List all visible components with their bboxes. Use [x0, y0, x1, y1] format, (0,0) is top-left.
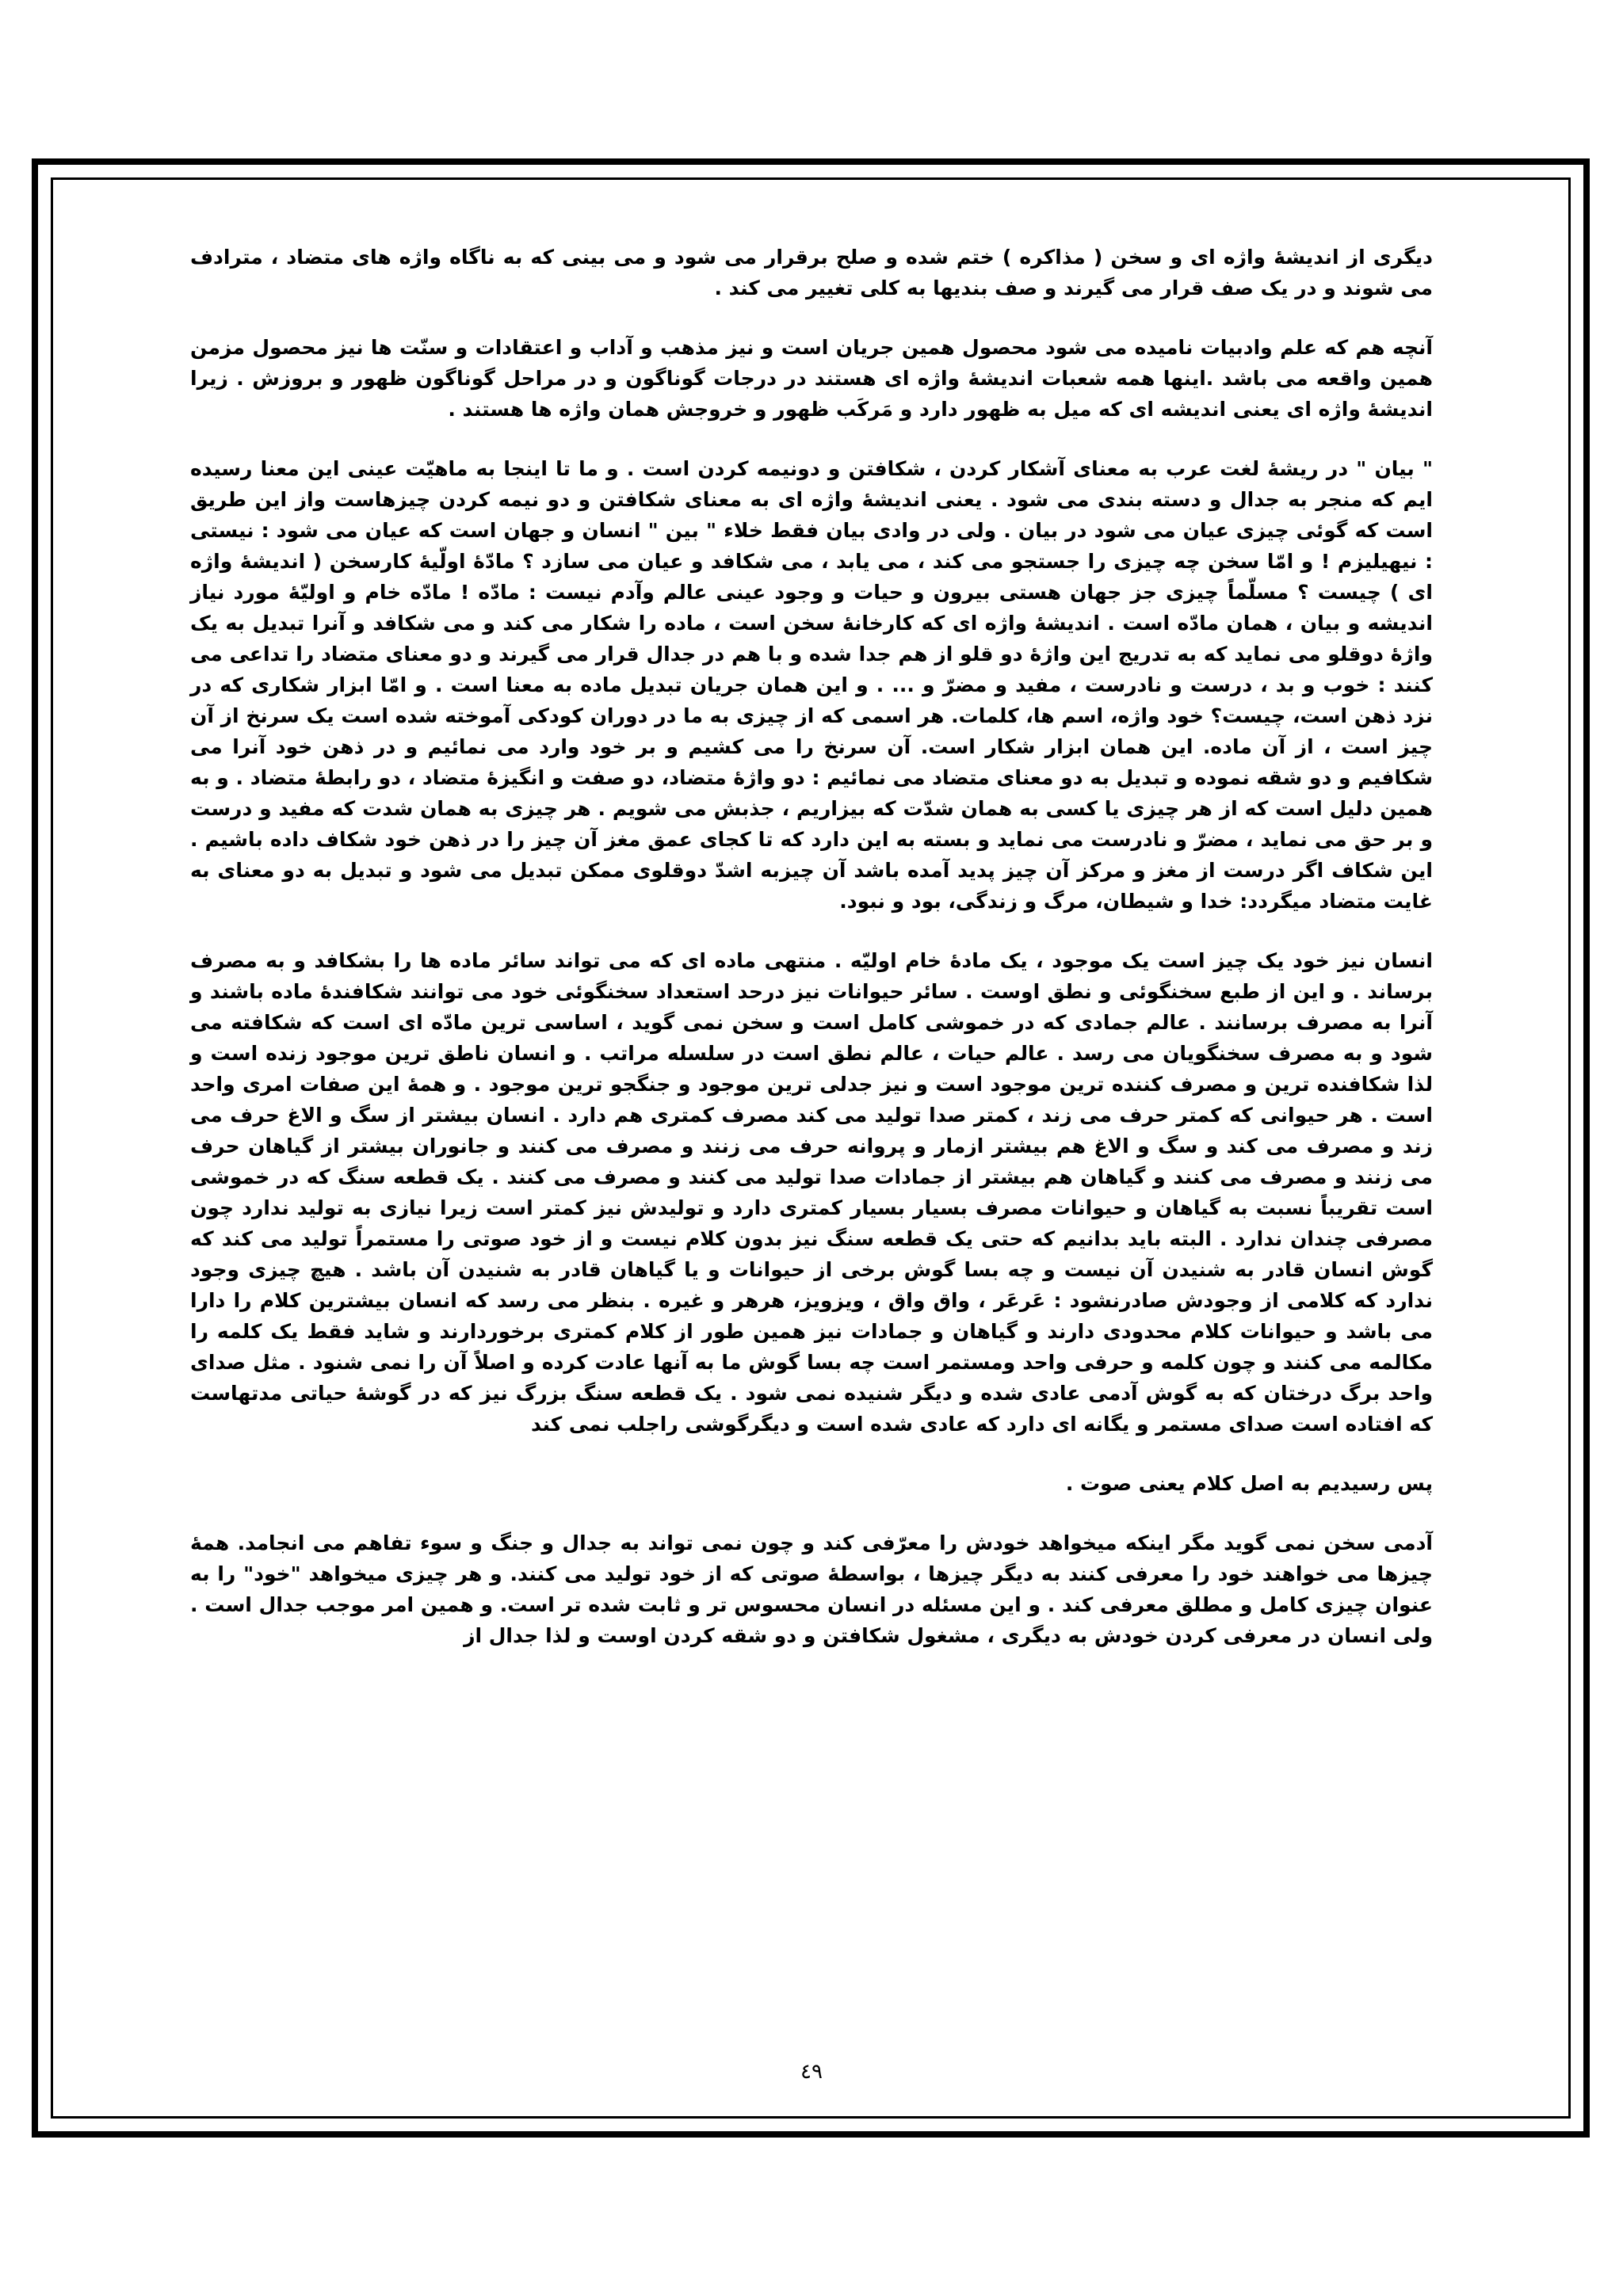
paragraph-1: دیگری از اندیشهٔ واژه ای و سخن ( مذاکره ) ختم شده و صلح برقرار می شود و می بینی که به ناگاه واژه های متضاد ، مترادف می شوند و در یک صف قرار می گیرند و صف بندیها به کلی تغییر می کند .	[190, 246, 1433, 299]
paragraph-3: " بیان " در ریشهٔ لغت عرب به معنای آشکار کردن ، شکافتن و دونیمه کردن است . و ما تا اینجا به ماهیّت عینی این معنا رسیده ایم که منجر به جدال و دسته بندی می شود . یعنی اندیشهٔ واژه ای به معنای شکافتن و دو نیمه کردن چیزهاست واز این طریق است که گوئی چیزی عیان می شود در بیان . ولی در وادی بیان فقط خلاء " بین " انسان و جهان است که عیان می شود : نیستی : نیهیلیزم ! و امّا سخن چه چیزی را جستجو می کند ، می یابد ، می شکافد و عیان می سازد ؟ مادّهٔ اولّیهٔ کارسخن ( اندیشهٔ واژه ای ) چیست ؟ مسلّماً چیزی جز جهان هستی بیرون و حیات و وجود عینی عالم وآدم نیست : مادّه ! مادّه خام و اولیّهٔ مورد نیاز اندیشه و بیان ، همان مادّه است . اندیشهٔ واژه ای که کارخانهٔ سخن است ، ماده را شکار می کند و می شکافد و آنرا تبدیل به یک واژهٔ دوقلو می نماید که به تدریج این واژهٔ دو قلو از هم جدا شده و با هم در جدال قرار می گیرند و دو معنای متضاد را تداعی می کنند : خوب و بد ، درست و نادرست ، مفید و مضرّ و ... . و این همان جریان تبدیل ماده به معنا است . و امّا ابزار شکاری که در نزد ذهن است، چیست؟ خود واژه، اسم ها، کلمات. هر اسمی که از چیزی به ما در دوران کودکی آموخته شده است یک سرنخ از آن چیز است ، از آن ماده. این همان ابزار شکار است. آن سرنخ را می کشیم و بر خود وارد می نمائیم و در ذهن خود آنرا می شکافیم و دو شقه نموده و تبدیل به دو معنای متضاد می نمائیم : دو واژهٔ متضاد، دو صفت و انگیزهٔ متضاد ، دو رابطهٔ متضاد . و به همین دلیل است که از هر چیزی یا کسی به همان شدّت که بیزاریم ، جذبش می شویم . هر چیزی به همان شدت که مفید و درست و بر حق می نماید ، مضرّ و نادرست می نماید و بسته به این دارد که تا کجای عمق مغز آن چیز را در ذهن خود شکاف داده باشیم . این شکاف اگر درست از مغز و مرکز آن چیز پدید آمده باشد آن چیزبه اشدّ دوقلوی ممکن تبدیل می شود و تبدیل به دو معنای به غایت متضاد میگردد: خدا و شیطان، مرگ و زندگی، بود و نبود.	[190, 457, 1433, 913]
page-body	[190, 242, 1433, 2082]
page-number: ٤٩	[800, 2060, 823, 2084]
paragraph-5: پس رسیدیم به اصل کلام یعنی صوت .	[1065, 1472, 1433, 1495]
paragraph-4: انسان نیز خود یک چیز است یک موجود ، یک مادهٔ خام اولیّه . منتهی ماده ای که می تواند سائر ماده ها را بشکافد و به مصرف برساند . و این از طبع سخنگوئی و نطق اوست . سائر حیوانات نیز درحد استعداد سخنگوئی خود می توانند شکافندهٔ ماده باشند و آنرا به مصرف برسانند . عالم جمادی که در خموشی کامل است و سخن نمی گوید ، اساسی ترین مادّه ای است که شکافته می شود و به مصرف سخنگویان می رسد . عالم حیات ، عالم نطق است در سلسله مراتب . و انسان ناطق ترین موجود زنده است و لذا شکافنده ترین و مصرف کننده ترین موجود است و نیز جدلی ترین موجود و جنگجو ترین موجود . و همهٔ این صفات امری واحد است . هر حیوانی که کمتر حرف می زند ، کمتر صدا تولید می کند مصرف کمتری هم دارد . انسان بیشتر از سگ و الاغ حرف می زند و مصرف می کند و سگ و الاغ هم بیشتر ازمار و پروانه حرف می زنند و مصرف می کنند و جانوران بیشتر از گیاهان حرف می زنند و مصرف می کنند و گیاهان هم بیشتر از جمادات صدا تولید می کنند و مصرف می کنند . یک قطعه سنگ که در خموشی است تقریباً نسبت به گیاهان و حیوانات مصرف بسیار بسیار کمتری دارد و تولیدش نیز کمتر است زیرا نیازی به تولید ندارد چون مصرفی چندان ندارد . البته باید بدانیم که حتی یک قطعه سنگ نیز بدون کلام نیست و از خود صوتی را مستمراً تولید می کند که گوش انسان قادر به شنیدن آن نیست و چه بسا گوش برخی از حیوانات و یا گیاهان قادر به شنیدن آن باشد . هیچ چیزی وجود ندارد که کلامی از وجودش صادرنشود : عَرعَر ، واق واق ، ویزویز، هرهر و غیره . بنظر می رسد که انسان بیشترین کلام را دارا می باشد و حیوانات کلام محدودی دارند و گیاهان و جمادات نیز همین طور از کلام کمتری برخوردارند و شاید فقط یک کلمه را مکالمه می کنند و چون کلمه و حرفی واحد ومستمر است چه بسا گوش ما به آنها عادت کرده و اصلاً آن را نمی شنود . مثل صدای واحد برگ درختان که به گوش آدمی عادی شده و دیگر شنیده نمی شود . یک قطعه سنگ بزرگ نیز که در گوشهٔ حیاتی مدتهاست که افتاده است صدای مستمر و یگانه ای دارد که عادی شده است و دیگرگوشی راجلب نمی کند	[190, 949, 1433, 1436]
paragraph-2: آنچه هم که علم وادبیات نامیده می شود محصول همین جریان است و نیز مذهب و آداب و اعتقادات و سنّت ها نیز محصول مزمن همین واقعه می باشد .اینها همه شعبات اندیشهٔ واژه ای هستند در درجات گوناگون و در مراحل گوناگون ظهور و بروزش . زیرا اندیشهٔ واژه ای یعنی اندیشه ای که میل به ظهور دارد و مَرکَب ظهور و خروجش همان واژه ها هستند .	[190, 336, 1433, 421]
paragraph-6: آدمی سخن نمی گوید مگر اینکه میخواهد خودش را معرّفی کند و چون نمی تواند به جدال و جنگ و سوء تفاهم می انجامد. همهٔ چیزها می خواهند خود را معرفی کنند به دیگر چیزها ، بواسطهٔ صوتی که از خود تولید می کنند. و هر چیزی میخواهد "خود" را به عنوان چیزی کامل و مطلق معرفی کند . و این مسئله در انسان محسوس تر و ثابت شده تر است. و همین امر موجب جدال است . ولی انسان در معرفی کردن خودش به دیگری ، مشغول شکافتن و دو شقه کردن اوست و لذا جدال از	[190, 1531, 1433, 1647]
